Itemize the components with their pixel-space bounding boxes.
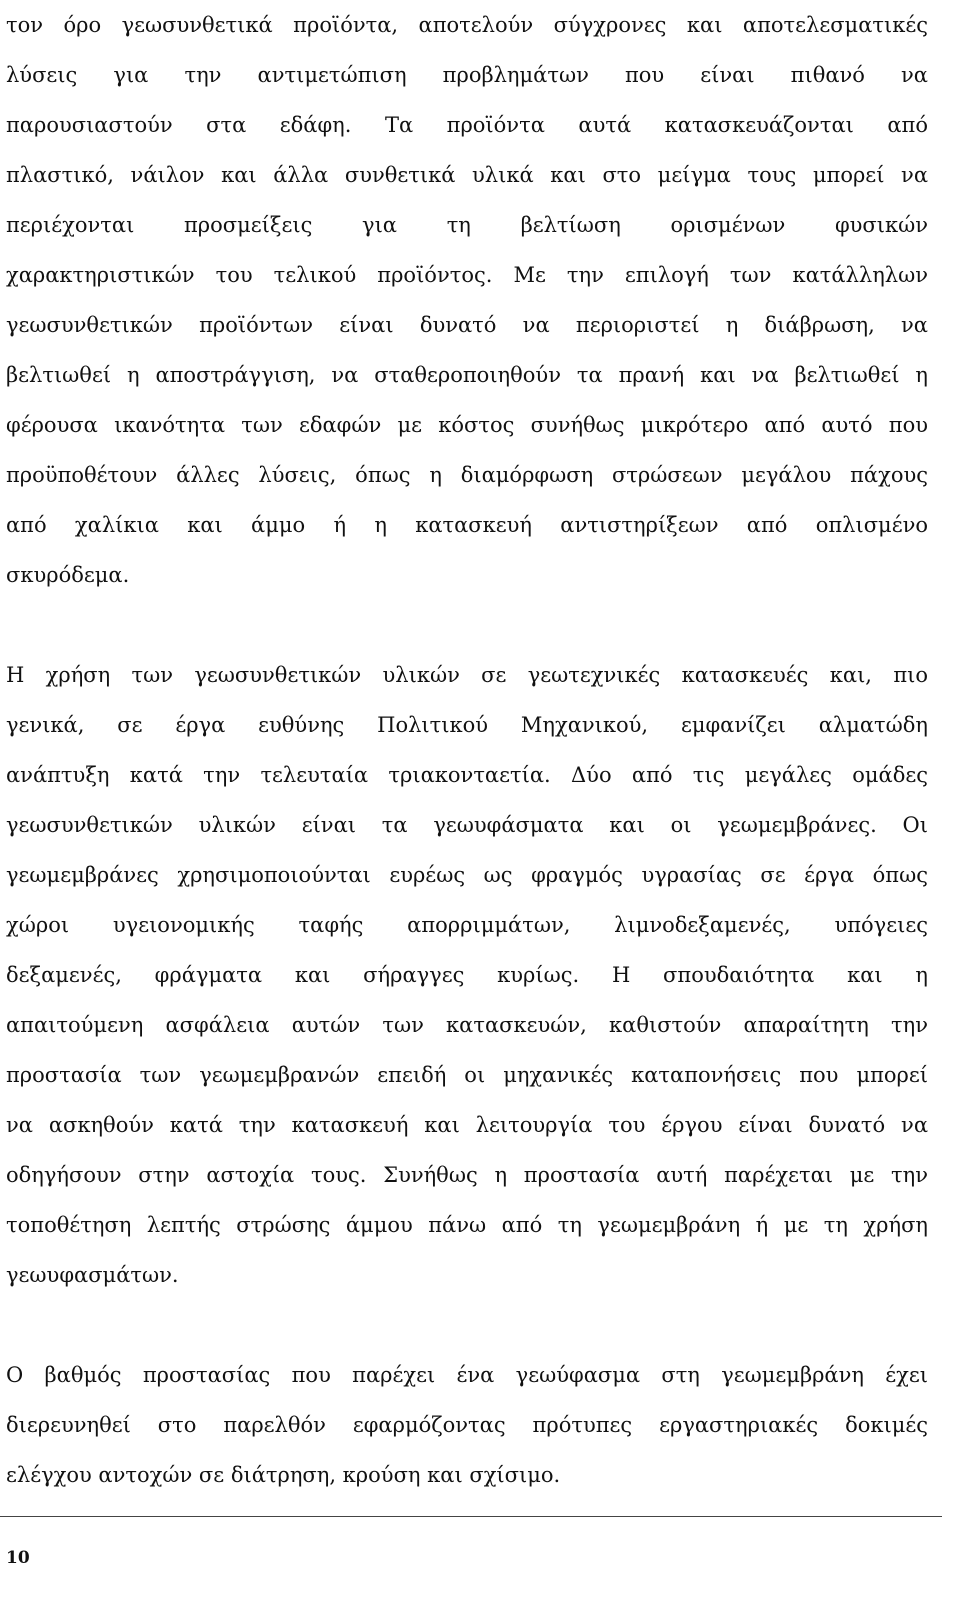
text-line: Ο βαθμός προστασίας που παρέχει ένα γεωύφασμα στη γεωμεμβράνη έχει <box>6 1363 928 1387</box>
text-line: από χαλίκια και άμμο ή η κατασκευή αντιστηρίξεων από οπλισμένο <box>6 513 928 537</box>
footer-divider <box>0 1516 942 1517</box>
text-line: χώροι υγειονομικής ταφής απορριμμάτων, λιμνοδεξαμενές, υπόγειες <box>6 913 928 937</box>
text-line: Η χρήση των γεωσυνθετικών υλικών σε γεωτεχνικές κατασκευές και, πιο <box>6 663 928 687</box>
text-line: τον όρο γεωσυνθετικά προϊόντα, αποτελούν σύγχρονες και αποτελεσματικές <box>6 13 928 37</box>
paragraph-spacer <box>6 600 928 650</box>
text-line: ανάπτυξη κατά την τελευταία τριακονταετία. Δύο από τις μεγάλες ομάδες <box>6 763 928 787</box>
text-line: λύσεις για την αντιμετώπιση προβλημάτων που είναι πιθανό να <box>6 63 928 87</box>
text-line: σκυρόδεμα. <box>6 563 130 587</box>
text-line: απαιτούμενη ασφάλεια αυτών των κατασκευών, καθιστούν απαραίτητη την <box>6 1013 928 1037</box>
text-line: γεωυφασμάτων. <box>6 1263 179 1287</box>
text-line: οδηγήσουν στην αστοχία τους. Συνήθως η προστασία αυτή παρέχεται με την <box>6 1163 928 1187</box>
text-line: πλαστικό, νάιλον και άλλα συνθετικά υλικά και στο μείγμα τους μπορεί να <box>6 163 928 187</box>
text-line: προϋποθέτουν άλλες λύσεις, όπως η διαμόρφωση στρώσεων μεγάλου πάχους <box>6 463 928 487</box>
text-line: να ασκηθούν κατά την κατασκευή και λειτουργία του έργου είναι δυνατό να <box>6 1113 928 1137</box>
text-line: παρουσιαστούν στα εδάφη. Τα προϊόντα αυτά κατασκευάζονται από <box>6 113 928 137</box>
text-line: ελέγχου αντοχών σε διάτρηση, κρούση και σχίσιμο. <box>6 1463 561 1487</box>
text-line: φέρουσα ικανότητα των εδαφών με κόστος συνήθως μικρότερο από αυτό που <box>6 413 928 437</box>
paragraph-2 <box>6 650 928 1300</box>
text-line: διερευνηθεί στο παρελθόν εφαρμόζοντας πρότυπες εργαστηριακές δοκιμές <box>6 1413 928 1437</box>
text-line: προστασία των γεωμεμβρανών επειδή οι μηχανικές καταπονήσεις που μπορεί <box>6 1063 928 1087</box>
text-line: γεωσυνθετικών προϊόντων είναι δυνατό να περιοριστεί η διάβρωση, να <box>6 313 928 337</box>
paragraph-3 <box>6 1350 928 1500</box>
text-line: γεωσυνθετικών υλικών είναι τα γεωυφάσματα και οι γεωμεμβράνες. Οι <box>6 813 928 837</box>
text-line: βελτιωθεί η αποστράγγιση, να σταθεροποιηθούν τα πρανή και να βελτιωθεί η <box>6 363 928 387</box>
paragraph-1 <box>6 0 928 600</box>
text-line: γενικά, σε έργα ευθύνης Πολιτικού Μηχανικού, εμφανίζει αλματώδη <box>6 713 928 737</box>
page-number: 10 <box>6 1548 30 1568</box>
text-line: περιέχονται προσμείξεις για τη βελτίωση ορισμένων φυσικών <box>6 213 928 237</box>
paragraph-spacer <box>6 1300 928 1350</box>
text-line: τοποθέτηση λεπτής στρώσης άμμου πάνω από τη γεωμεμβράνη ή με τη χρήση <box>6 1213 928 1237</box>
document-body <box>6 0 928 1500</box>
text-line: χαρακτηριστικών του τελικού προϊόντος. Με την επιλογή των κατάλληλων <box>6 263 928 287</box>
text-line: δεξαμενές, φράγματα και σήραγγες κυρίως. Η σπουδαιότητα και η <box>6 963 928 987</box>
text-line: γεωμεμβράνες χρησιμοποιούνται ευρέως ως φραγμός υγρασίας σε έργα όπως <box>6 863 928 887</box>
